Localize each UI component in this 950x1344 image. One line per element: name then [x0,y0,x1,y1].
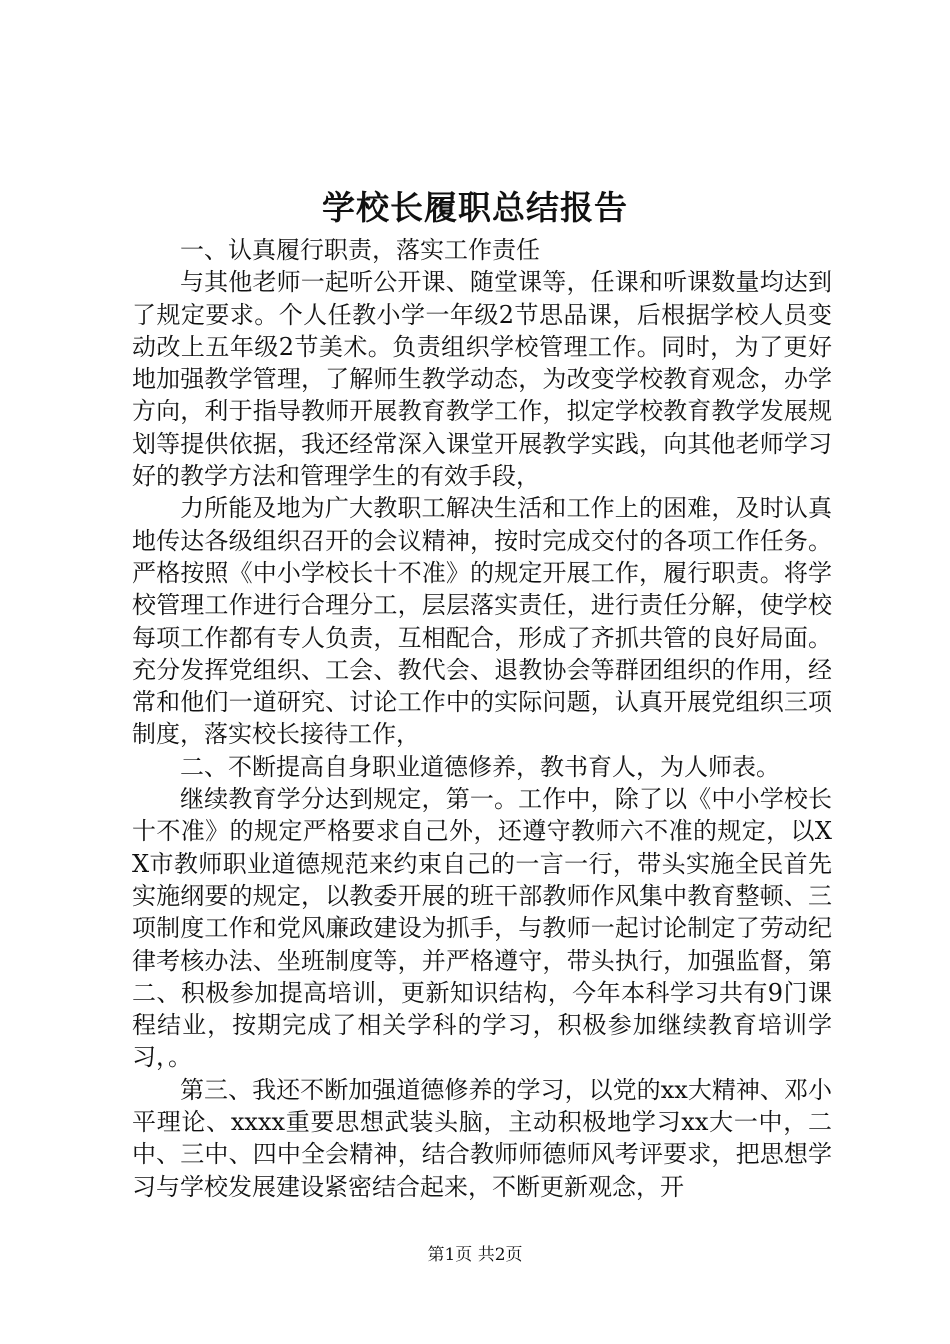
section-heading-1: 一、认真履行职责，落实工作责任 [180,236,540,264]
paragraph-3: 继续教育学分达到规定，第一。工作中，除了以《中小学校长十不准》的规定严格要求自己外，还遵守教师六不准的规定，以XX市教师职业道德规范来约束自己的一言一行，带头实施全民首先实施纲要的规定，以教委开展的班干部教师作风集中教育整顿、三项制度工作和党风廉政建设为抓手，与教师一起讨论制定了劳动纪律考核办法、坐班制度等，并严格遵守，带头执行，加强监督，第二、积极参加提高培训，更新知识结构，今年本科学习共有9门课程结业，按期完成了相关学科的学习，积极参加继续教育培训学习，。 [132,785,832,1072]
document-title: 学校长履职总结报告 [322,188,628,227]
paragraph-4: 第三、我还不断加强道德修养的学习，以党的xx大精神、邓小平理论、xxxx重要思想武装头脑，主动积极地学习xx大一中，二中、三中、四中全会精神，结合教师师德师风考评要求，把思想学习与学校发展建设紧密结合起来，不断更新观念，开 [132,1075,832,1201]
page-footer: 第1页 共2页 [427,1245,523,1265]
paragraph-2: 力所能及地为广大教职工解决生活和工作上的困难，及时认真地传达各级组织召开的会议精神，按时完成交付的各项工作任务。严格按照《中小学校长十不准》的规定开展工作，履行职责。将学校管理工作进行合理分工，层层落实责任，进行责任分解，使学校每项工作都有专人负责，互相配合，形成了齐抓共管的良好局面。充分发挥党组织、工会、教代会、退教协会等群团组织的作用，经常和他们一道研究、讨论工作中的实际问题，认真开展党组织三项制度，落实校长接待工作， [132,494,832,749]
paragraph-1: 与其他老师一起听公开课、随堂课等，任课和听课数量均达到了规定要求。个人任教小学一年级2节思品课，后根据学校人员变动改上五年级2节美术。负责组织学校管理工作。同时，为了更好地加强教学管理，了解师生教学动态，为改变学校教育观念，办学方向，利于指导教师开展教育教学工作，拟定学校教育教学发展规划等提供依据，我还经常深入课堂开展教学实践，向其他老师学习好的教学方法和管理学生的有效手段， [132,268,832,491]
section-heading-2: 二、不断提高自身职业道德修养，教书育人，为人师表。 [180,752,780,781]
document-body [132,234,832,1203]
